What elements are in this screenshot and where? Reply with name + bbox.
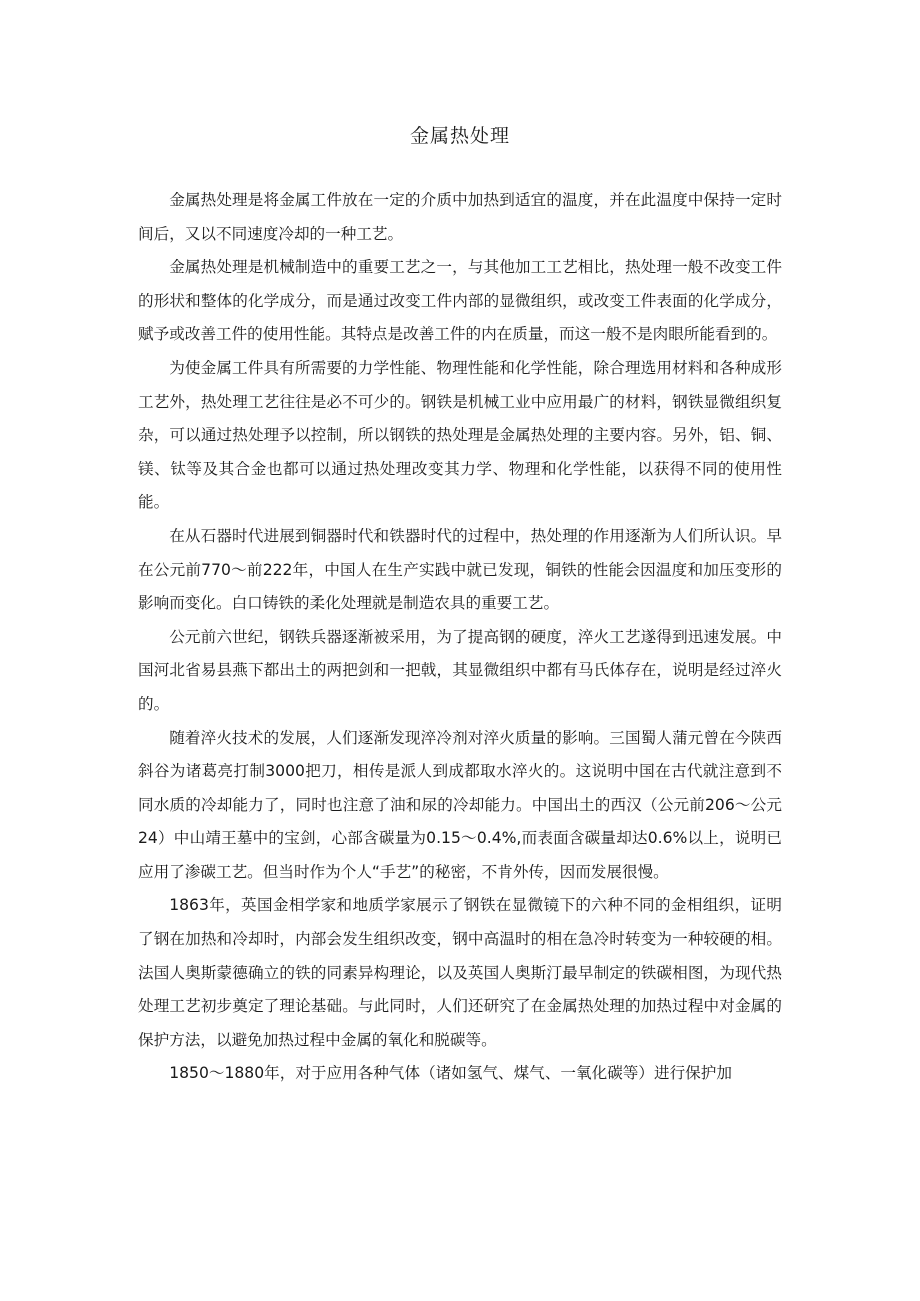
paragraph-history-1863: 1863年，英国金相学家和地质学家展示了钢铁在显微镜下的六种不同的金相组织，证明了钢在加热和冷却时，内部会发生组织改变，钢中高温时的相在急冷时转变为一种较硬的相。法国人奥斯蒙德确立的铁的同素异构理论，以及英国人奥斯汀最早制定的铁碳相图，为现代热处理工艺初步奠定了理论基础。与此同时，人们还研究了在金属热处理的加热过程中对金属的保护方法，以避免加热过程中金属的氧化和脱碳等。 [138,896,782,1049]
paragraph-history-quenching: 公元前六世纪，钢铁兵器逐渐被采用，为了提高钢的硬度，淬火工艺遂得到迅速发展。中国河北省易县燕下都出土的两把剑和一把戟，其显微组织中都有马氏体存在，说明是经过淬火的。 [138,627,782,713]
paragraph-history-quenchants: 随着淬火技术的发展，人们逐渐发现淬冷剂对淬火质量的影响。三国蜀人蒲元曾在今陕西斜谷为诸葛亮打制3000把刀，相传是派人到成都取水淬火的。这说明中国在古代就注意到不同水质的冷却能力了，同时也注意了油和尿的冷却能力。中国出土的西汉（公元前206～公元24）中山靖王墓中的宝剑，心部含碳量为0.15～0.4%,而表面含碳量却达0.6%以上，说明已应用了渗碳工艺。但当时作为个人“手艺”的秘密，不肯外传，因而发展很慢。 [138,728,782,881]
paragraph-history-early: 在从石器时代进展到铜器时代和铁器时代的过程中，热处理的作用逐渐为人们所认识。早在公元前770～前222年，中国人在生产实践中就已发现，铜铁的性能会因温度和加压变形的影响而变化。白口铸铁的柔化处理就是制造农具的重要工艺。 [138,526,782,613]
paragraph-materials: 为使金属工件具有所需要的力学性能、物理性能和化学性能，除合理选用材料和各种成形工艺外，热处理工艺往往是必不可少的。钢铁是机械工业中应用最广的材料，钢铁显微组织复杂，可以通过热处理予以控制，所以钢铁的热处理是金属热处理的主要内容。另外，铝、铜、镁、钛等及其合金也都可以通过热处理改变其力学、物理和化学性能，以获得不同的使用性能。 [138,358,782,512]
paragraph-history-1850: 1850～1880年，对于应用各种气体（诸如氢气、煤气、一氧化碳等）进行保护加 [169,1064,732,1083]
paragraph-definition: 金属热处理是将金属工件放在一定的介质中加热到适宜的温度，并在此温度中保持一定时间后，又以不同速度冷却的一种工艺。 [138,191,782,243]
paragraph-importance: 金属热处理是机械制造中的重要工艺之一，与其他加工工艺相比，热处理一般不改变工件的形状和整体的化学成分，而是通过改变工件内部的显微组织，或改变工件表面的化学成分，赋予或改善工件的使用性能。其特点是改善工件的内在质量，而这一般不是肉眼所能看到的。 [138,258,782,344]
document-title: 金属热处理 [409,125,510,147]
document-body [138,184,782,1091]
